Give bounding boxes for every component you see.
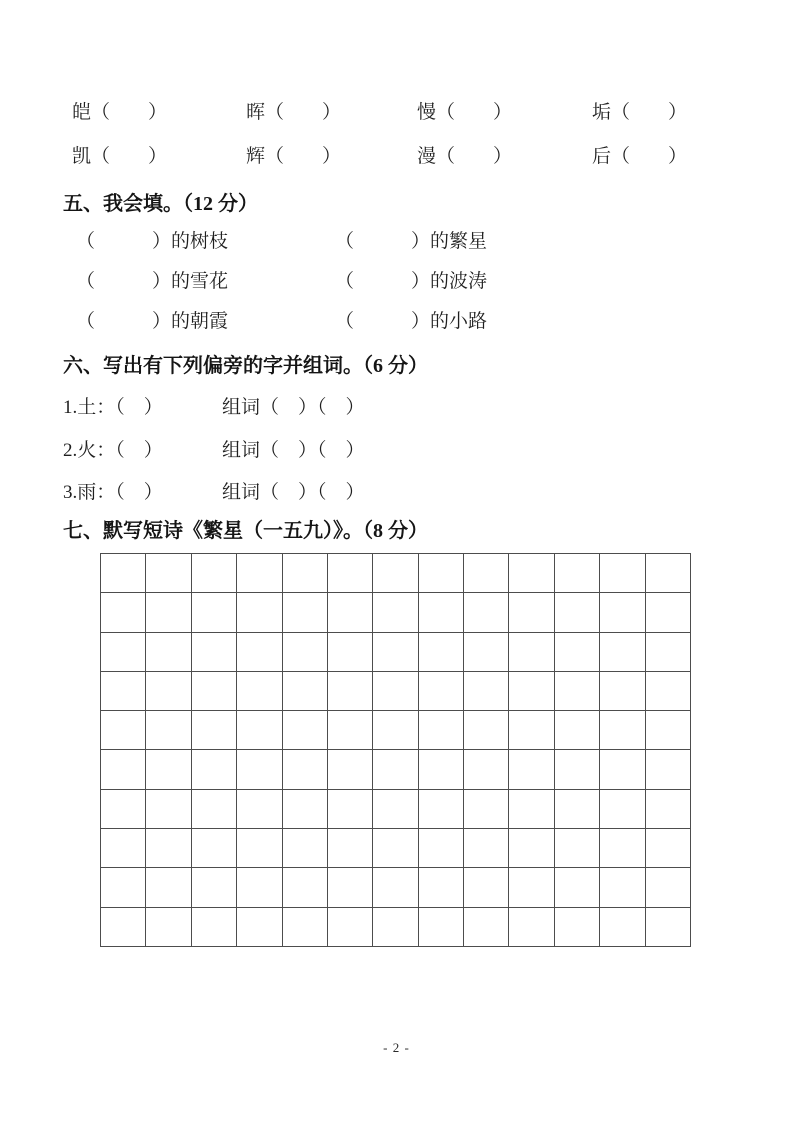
grid-cell [600,672,645,711]
grid-cell [600,554,645,593]
grid-cell [237,868,282,907]
grid-cell [509,750,554,789]
zuci-blanks: 组词（ ）（ ） [222,397,365,418]
radical-blank: 3.雨：（ ） [63,482,163,503]
grid-cell [192,633,237,672]
grid-cell [419,829,464,868]
grid-cell [237,790,282,829]
grid-cell [283,593,328,632]
grid-cell [464,908,509,947]
grid-cell [283,750,328,789]
grid-cell [146,829,191,868]
grid-cell [237,750,282,789]
grid-cell [509,711,554,750]
grid-cell [600,829,645,868]
grid-cell [373,711,418,750]
grid-cell [419,633,464,672]
grid-cell [192,711,237,750]
grid-cell [328,593,373,632]
grid-cell [464,750,509,789]
grid-cell [419,672,464,711]
grid-cell [146,750,191,789]
word-group: 后（ ） [592,146,688,167]
grid-cell [373,790,418,829]
word-group: 晖（ ） [246,102,342,123]
grid-cell [283,868,328,907]
grid-cell [600,908,645,947]
grid-cell [509,593,554,632]
grid-cell [328,908,373,947]
word-group: 慢（ ） [417,102,513,123]
grid-cell [373,829,418,868]
grid-cell [555,633,600,672]
grid-cell [237,672,282,711]
fill-blank-row [76,269,726,295]
grid-cell [419,750,464,789]
fill-blank: （ ）的小路 [335,311,488,332]
grid-cell [237,593,282,632]
page-number: - 2 - [383,1040,410,1055]
grid-cell [646,868,691,907]
grid-cell [509,672,554,711]
grid-cell [101,829,146,868]
grid-cell [101,633,146,672]
grid-cell [509,633,554,672]
grid-cell [419,790,464,829]
grid-cell [328,672,373,711]
grid-cell [283,790,328,829]
grid-cell [373,868,418,907]
grid-cell [283,829,328,868]
grid-cell [509,554,554,593]
radical-item [63,480,713,506]
grid-cell [101,908,146,947]
fill-blank: （ ）的朝霞 [76,311,229,332]
section-6-heading: 六、写出有下列偏旁的字并组词。（6 分） [63,355,428,377]
grid-cell [509,829,554,868]
grid-cell [373,672,418,711]
grid-cell [101,790,146,829]
zuci-blanks: 组词（ ）（ ） [222,482,365,503]
grid-cell [555,711,600,750]
grid-cell [283,672,328,711]
grid-cell [146,908,191,947]
grid-cell [237,633,282,672]
grid-cell [646,750,691,789]
grid-cell [237,829,282,868]
grid-cell [555,908,600,947]
grid-cell [328,829,373,868]
grid-cell [237,554,282,593]
grid-cell [101,672,146,711]
radical-item [63,438,713,464]
grid-cell [373,633,418,672]
grid-cell [373,554,418,593]
zuci-blanks: 组词（ ）（ ） [222,440,365,461]
word-group: 凯（ ） [72,146,168,167]
grid-cell [555,868,600,907]
grid-cell [464,829,509,868]
grid-cell [146,868,191,907]
section-5-heading: 五、我会填。（12 分） [63,193,258,215]
grid-cell [328,633,373,672]
grid-cell [600,633,645,672]
grid-cell [101,750,146,789]
grid-cell [283,633,328,672]
word-group: 辉（ ） [246,146,342,167]
section-7-heading: 七、默写短诗《繁星（一五九）》。（8 分） [63,520,428,542]
grid-cell [419,908,464,947]
grid-cell [328,711,373,750]
grid-cell [192,868,237,907]
grid-cell [373,750,418,789]
radical-blank: 2.火：（ ） [63,440,163,461]
grid-cell [146,711,191,750]
grid-cell [555,672,600,711]
grid-cell [555,554,600,593]
grid-cell [646,672,691,711]
grid-cell [464,593,509,632]
word-group: 漫（ ） [417,146,513,167]
grid-cell [600,593,645,632]
grid-cell [192,593,237,632]
fill-blank: （ ）的雪花 [76,271,229,292]
grid-cell [328,868,373,907]
grid-cell [192,554,237,593]
grid-cell [146,672,191,711]
grid-cell [464,672,509,711]
grid-cell [283,554,328,593]
fill-blank: （ ）的树枝 [76,231,229,252]
radical-blank: 1.土：（ ） [63,397,163,418]
answer-grid [100,553,691,947]
grid-cell [101,554,146,593]
grid-cell [600,868,645,907]
grid-cell [646,593,691,632]
fill-blank-row [76,309,726,335]
grid-cell [509,908,554,947]
grid-cell [283,711,328,750]
grid-cell [646,908,691,947]
grid-cell [600,750,645,789]
grid-cell [237,711,282,750]
grid-cell [464,868,509,907]
grid-cell [146,790,191,829]
grid-cell [146,593,191,632]
grid-cell [646,790,691,829]
grid-cell [328,554,373,593]
grid-cell [509,790,554,829]
grid-cell [146,633,191,672]
grid-cell [328,790,373,829]
grid-cell [509,868,554,907]
grid-cell [646,711,691,750]
grid-cell [646,829,691,868]
grid-cell [464,554,509,593]
grid-cell [419,554,464,593]
word-group: 垢（ ） [592,102,688,123]
grid-cell [101,593,146,632]
grid-cell [464,790,509,829]
radical-item [63,395,713,421]
grid-cell [555,593,600,632]
fill-blank-row [76,229,726,255]
grid-cell [646,633,691,672]
word-paren-row [72,144,732,170]
grid-cell [600,711,645,750]
grid-cell [555,790,600,829]
grid-cell [600,790,645,829]
grid-cell [419,711,464,750]
grid-cell [328,750,373,789]
word-group: 皑（ ） [72,102,168,123]
grid-cell [192,672,237,711]
grid-cell [237,908,282,947]
grid-cell [373,593,418,632]
grid-cell [192,908,237,947]
fill-blank: （ ）的繁星 [335,231,488,252]
grid-cell [101,711,146,750]
grid-cell [192,829,237,868]
grid-cell [146,554,191,593]
fill-blank: （ ）的波涛 [335,271,488,292]
grid-cell [464,633,509,672]
grid-cell [646,554,691,593]
grid-cell [192,750,237,789]
grid-cell [419,868,464,907]
grid-cell [101,868,146,907]
grid-cell [283,908,328,947]
word-paren-row [72,100,732,126]
grid-cell [373,908,418,947]
grid-cell [419,593,464,632]
grid-cell [555,750,600,789]
grid-cell [464,711,509,750]
grid-cell [555,829,600,868]
grid-cell [192,790,237,829]
